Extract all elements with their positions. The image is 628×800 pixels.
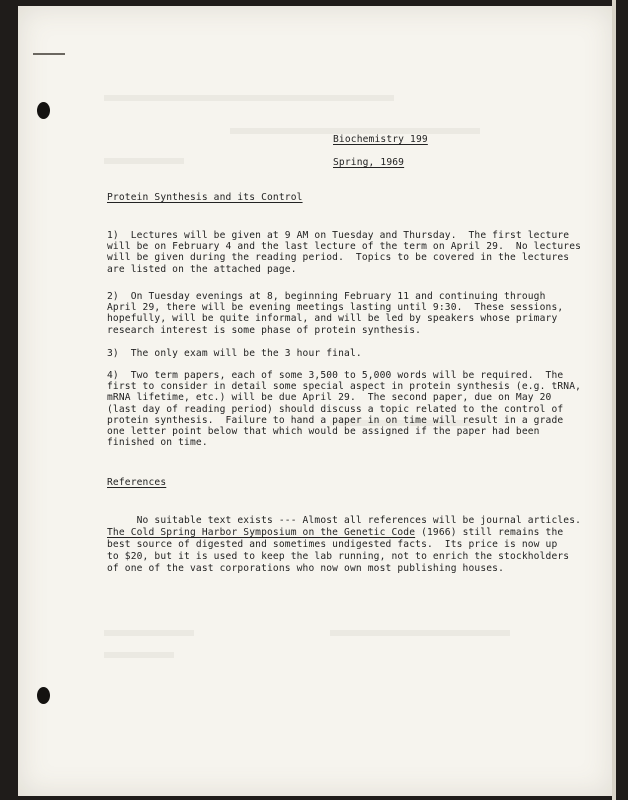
document-heading: Protein Synthesis and its Control xyxy=(107,192,303,203)
punch-hole xyxy=(37,687,50,704)
references-heading: References xyxy=(107,477,167,488)
margin-mark xyxy=(33,53,65,55)
cited-book-title: The Cold Spring Harbor Symposium on the Genetic Code xyxy=(107,527,416,538)
show-through-mark xyxy=(104,630,194,636)
paragraph-exam: 3) The only exam will be the 3 hour final. xyxy=(107,348,362,359)
references-line xyxy=(107,527,563,538)
show-through-mark xyxy=(330,630,510,636)
course-title: Biochemistry 199 xyxy=(333,134,428,145)
references-line: to $20, but it is used to keep the lab running, not to enrich the stockholders xyxy=(107,551,570,562)
references-line: best source of digested and sometimes undigested facts. Its price is now up xyxy=(107,539,558,550)
show-through-mark xyxy=(104,95,394,101)
paragraph-lectures: 1) Lectures will be given at 9 AM on Tuesday and Thursday. The first lecture will be on February 4 and the last lecture of the term on April 29. No lectures will be given during the reading period. Topics to be covered in the lectures are listed on the attached page. xyxy=(107,230,582,275)
punch-hole xyxy=(37,102,50,119)
references-line: of one of the vast corporations who now own most publishing houses. xyxy=(107,563,505,574)
references-line: No suitable text exists --- Almost all references will be journal articles. xyxy=(107,515,582,526)
references-line-rest: (1966) still remains the xyxy=(415,527,564,538)
show-through-mark xyxy=(104,158,184,164)
paragraph-term-papers: 4) Two term papers, each of some 3,500 to 5,000 words will be required. The first to consider in detail some special aspect in protein synthesis (e.g. tRNA, mRNA lifetime, etc.) will be due April 29. The second paper, due on May 20 (last day of reading period) should discuss a topic related to the control of protein synthesis. Failure to hand a paper in on time will result in a grade one letter point below that which would be assigned if the paper had been finished on time. xyxy=(107,370,582,449)
term-date: Spring, 1969 xyxy=(333,157,405,168)
page-edge xyxy=(612,0,616,800)
show-through-mark xyxy=(104,652,174,658)
paragraph-evening-meetings: 2) On Tuesday evenings at 8, beginning February 11 and continuing through April 29, there will be evening meetings lasting until 9:30. These sessions, hopefully, will be quite informal, and will be led by speakers whose primary research interest is some phase of protein synthesis. xyxy=(107,291,564,336)
